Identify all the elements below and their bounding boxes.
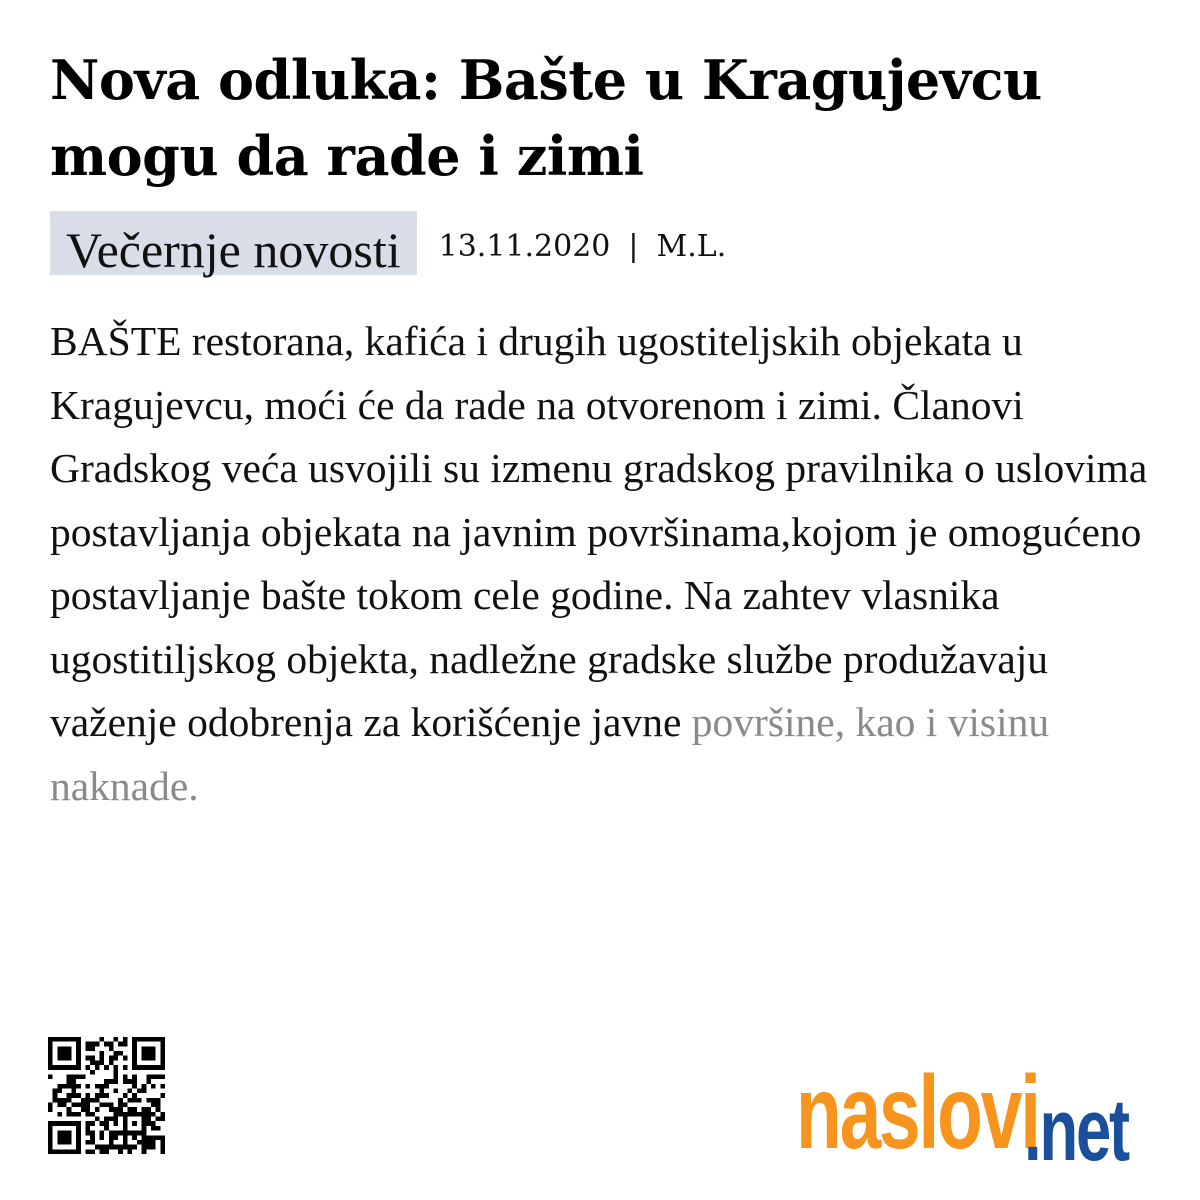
qr-code-icon[interactable] xyxy=(48,1037,165,1154)
article-paragraph xyxy=(50,310,1165,818)
source-badge[interactable]: Večernje novosti xyxy=(50,211,417,275)
article-author: M.L. xyxy=(656,229,727,264)
article-text: BAŠTE restorana, kafića i drugih ugostiteljskih objekata u Kragujevcu, moći će da rade na otvorenom i zimi. Članovi Gradskog veća usvojili su izmenu gradskog pravilnika o uslovima postavljanja objekata na javnim površinama,kojom je omogućeno postavljanje bašte tokom cele godine. Na zahtev vlasnika ugostitiljskog objekta, nadležne gradske službe produžavaju važenje odobrenja za korišćenje javne xyxy=(50,318,1148,745)
naslovi-net-logo[interactable] xyxy=(796,1062,1166,1167)
article-date: 13.11.2020 xyxy=(438,229,611,264)
article-text-faded: površine, kao i visinu naknade. xyxy=(50,699,1050,809)
article-title: Nova odluka: Bašte u Kragujevcu mogu da rade i zimi xyxy=(50,48,1042,188)
logo-text-net: .net xyxy=(1024,1081,1128,1167)
meta-details xyxy=(439,211,727,267)
logo-text-naslovi: naslovi xyxy=(796,1062,1039,1167)
meta-separator: | xyxy=(628,229,639,264)
article-meta xyxy=(50,211,726,283)
article-body xyxy=(50,310,1165,818)
